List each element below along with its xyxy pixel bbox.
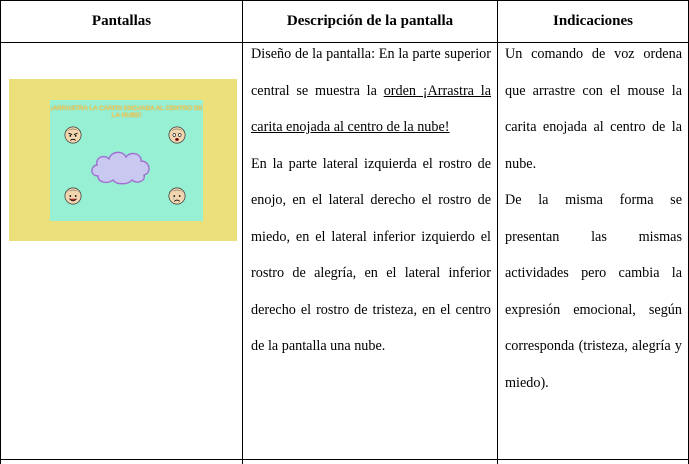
description-paragraph-1: Diseño de la pantalla: En la parte superior central se muestra la orden ¡Arrastra la carita enojada al centro de la nube! <box>251 46 491 135</box>
screen-indications <box>505 36 682 401</box>
screen-panel <box>50 100 203 221</box>
angry-face-icon <box>64 126 82 144</box>
description-paragraph-2: En la parte lateral izquierda el rostro de enojo, en el lateral derecho el rostro de miedo, en el lateral inferior izquierdo el rostro de alegría, en el lateral inferior derecho el rostro de tristeza, en el centro de la pantalla una nube. <box>251 155 491 354</box>
table-border-left <box>0 0 1 464</box>
header-descripcion: Descripción de la pantalla <box>286 12 454 29</box>
header-indicaciones: Indicaciones <box>552 12 633 29</box>
column-divider-1 <box>242 0 243 464</box>
scared-face-icon <box>168 126 186 144</box>
indications-paragraph-1: Un comando de voz ordena que arrastre con el mouse la carita enojada al centro de la nube. <box>505 46 682 172</box>
screen-description <box>251 36 491 365</box>
sad-face-icon <box>168 187 186 205</box>
screen-thumbnail <box>9 79 237 241</box>
instruction-underlined: orden ¡Arrastra la carita enojada al centro de la nube! <box>251 82 491 135</box>
screen-instruction: ¡ARRASTRA LA CARITA ENOJADA AL CENTRO DE LA NUBE! <box>50 105 203 119</box>
column-divider-2 <box>497 0 498 464</box>
row-divider <box>0 459 689 460</box>
happy-face-icon <box>64 187 82 205</box>
cloud-icon <box>88 146 154 186</box>
header-pantallas: Pantallas <box>91 12 152 29</box>
indications-paragraph-2: De la misma forma se presentan las mismas actividades pero cambia la expresión emocional, según corresponda (tristeza, alegría y miedo). <box>505 192 682 391</box>
